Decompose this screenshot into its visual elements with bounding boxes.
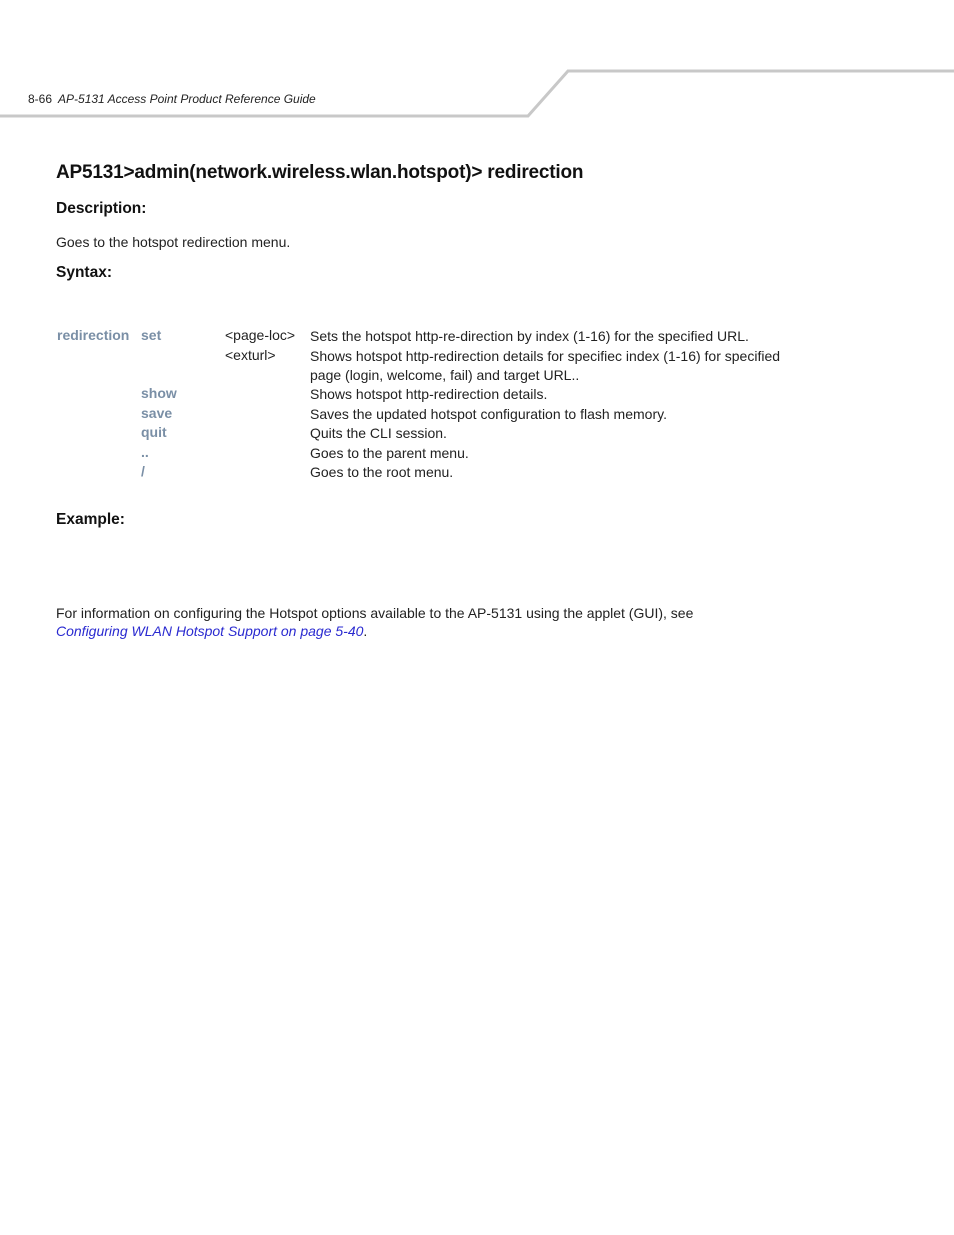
syntax-description: Saves the updated hotspot configuration to flash memory. xyxy=(310,405,667,422)
syntax-row xyxy=(56,347,816,386)
syntax-keyword: show xyxy=(141,385,177,401)
syntax-table xyxy=(56,327,816,483)
syntax-heading: Syntax: xyxy=(56,264,112,281)
syntax-description: Goes to the root menu. xyxy=(310,464,454,480)
syntax-row xyxy=(56,444,816,464)
syntax-keyword: save xyxy=(141,404,173,421)
header-rule xyxy=(0,0,954,130)
syntax-description: Shows hotspot http-redirection details. xyxy=(310,386,548,402)
syntax-description: Goes to the parent menu. xyxy=(310,444,469,461)
syntax-keyword: set xyxy=(141,327,162,343)
syntax-argument: <exturl> xyxy=(225,346,276,363)
footer-note-text: For information on configuring the Hotspot options available to the AP-5131 using the applet (GUI), see xyxy=(56,605,694,621)
syntax-keyword: .. xyxy=(141,443,149,460)
example-heading: Example: xyxy=(56,511,125,528)
syntax-description: Shows hotspot http-redirection details for specifiec index (1-16) for specified page (login, welcome, fail) and target URL.. xyxy=(310,347,781,383)
syntax-keyword: / xyxy=(141,463,145,479)
cross-reference-link[interactable]: Configuring WLAN Hotspot Support on page 5-40 xyxy=(56,623,364,639)
syntax-row xyxy=(56,385,816,405)
syntax-row xyxy=(56,463,816,483)
syntax-row xyxy=(56,405,816,425)
syntax-description: Sets the hotspot http-re-direction by index (1-16) for the specified URL. xyxy=(310,328,749,344)
syntax-argument: <page-loc> xyxy=(225,327,296,343)
description-text: Goes to the hotspot redirection menu. xyxy=(56,234,291,250)
syntax-row xyxy=(56,424,816,444)
cross-reference-period: . xyxy=(363,623,368,639)
syntax-row xyxy=(56,327,816,347)
syntax-keyword: quit xyxy=(141,424,167,440)
description-heading: Description: xyxy=(56,200,147,217)
page-number: 8-66 xyxy=(28,92,53,106)
running-header xyxy=(28,92,316,106)
syntax-root-keyword: redirection xyxy=(57,327,130,343)
command-title: AP5131>admin(network.wireless.wlan.hotspot)> redirection xyxy=(56,162,584,183)
syntax-description: Quits the CLI session. xyxy=(310,425,447,441)
guide-title: AP-5131 Access Point Product Reference Guide xyxy=(58,92,316,106)
cross-reference xyxy=(56,623,367,639)
